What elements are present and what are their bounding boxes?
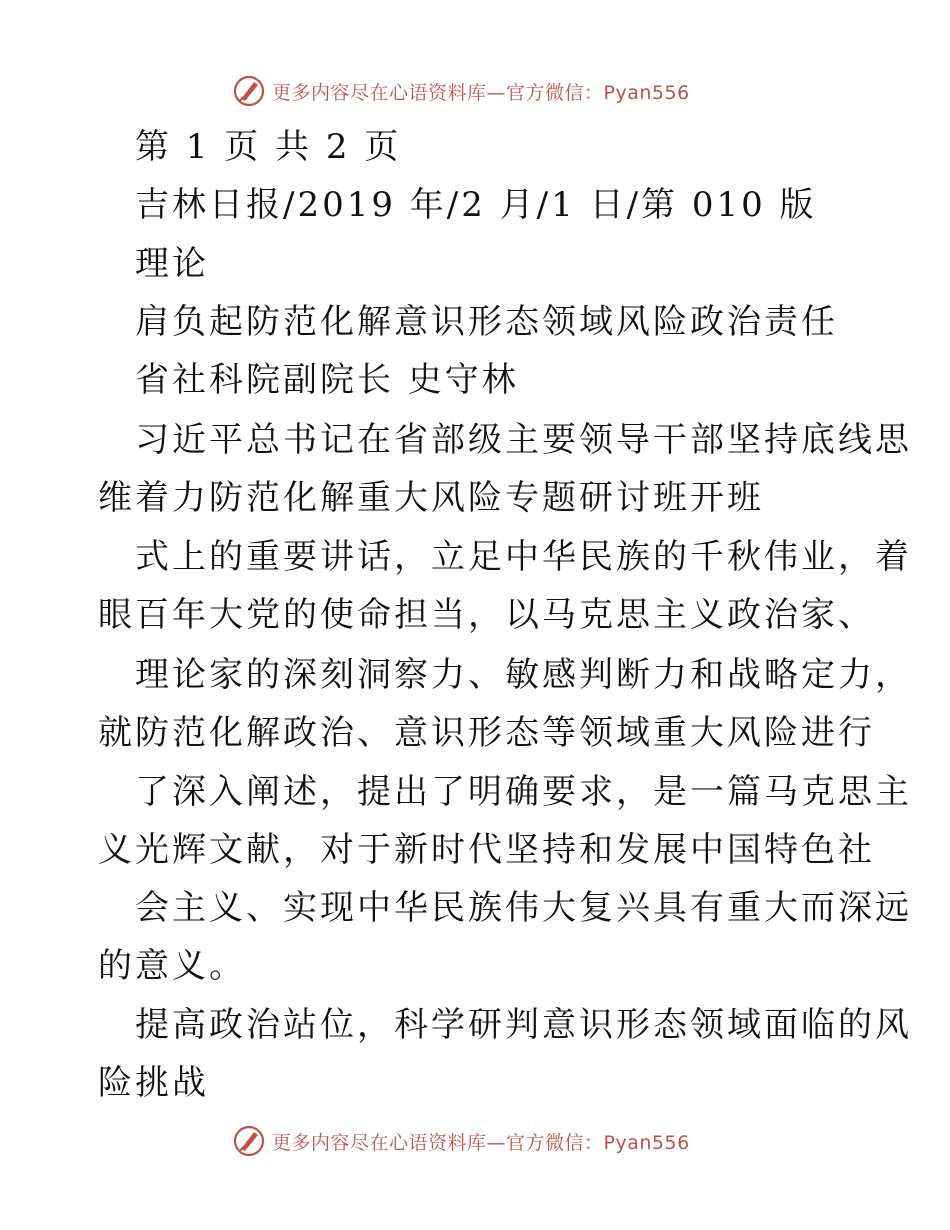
section-label: 理论 [135,244,209,284]
watermark-text: 更多内容尽在心语资料库—官方微信：Pyan556 [272,81,690,104]
paragraph-line: 维着力防范化解重大风险专题研讨班开班 [98,478,764,518]
watermark-text: 更多内容尽在心语资料库—官方微信：Pyan556 [272,1131,690,1154]
paragraph-line: 的意义。 [98,946,246,986]
paragraph-line: 提高政治站位，科学研判意识形态领域面临的风 [135,1005,912,1045]
paragraph-line: 理论家的深刻洞察力、敏感判断力和战略定力， [135,655,912,695]
paragraph-line: 就防范化解政治、意识形态等领域重大风险进行 [98,713,875,753]
paragraph-line: 会主义、实现中华民族伟大复兴具有重大而深远 [135,888,912,928]
paragraph-line: 式上的重要讲话，立足中华民族的千秋伟业，着 [135,537,912,577]
author-line: 省社科院副院长 史守林 [135,360,519,400]
feather-pen-logo-icon [232,1124,266,1158]
paragraph-line: 义光辉文献，对于新时代坚持和发展中国特色社 [98,830,875,870]
article-title: 肩负起防范化解意识形态领域风险政治责任 [135,302,838,342]
paragraph-line: 眼百年大党的使命担当，以马克思主义政治家、 [98,595,875,635]
header-watermark [232,71,690,111]
page-info: 第 1 页 共 2 页 [135,127,402,167]
footer-watermark [232,1121,690,1161]
paragraph-line: 了深入阐述，提出了明确要求，是一篇马克思主 [135,772,912,812]
feather-pen-logo-icon [232,74,266,108]
paragraph-line: 习近平总书记在省部级主要领导干部坚持底线思 [135,420,912,460]
source-line: 吉林日报/2019 年/2 月/1 日/第 010 版 [135,185,817,225]
paragraph-line: 险挑战 [98,1063,209,1103]
